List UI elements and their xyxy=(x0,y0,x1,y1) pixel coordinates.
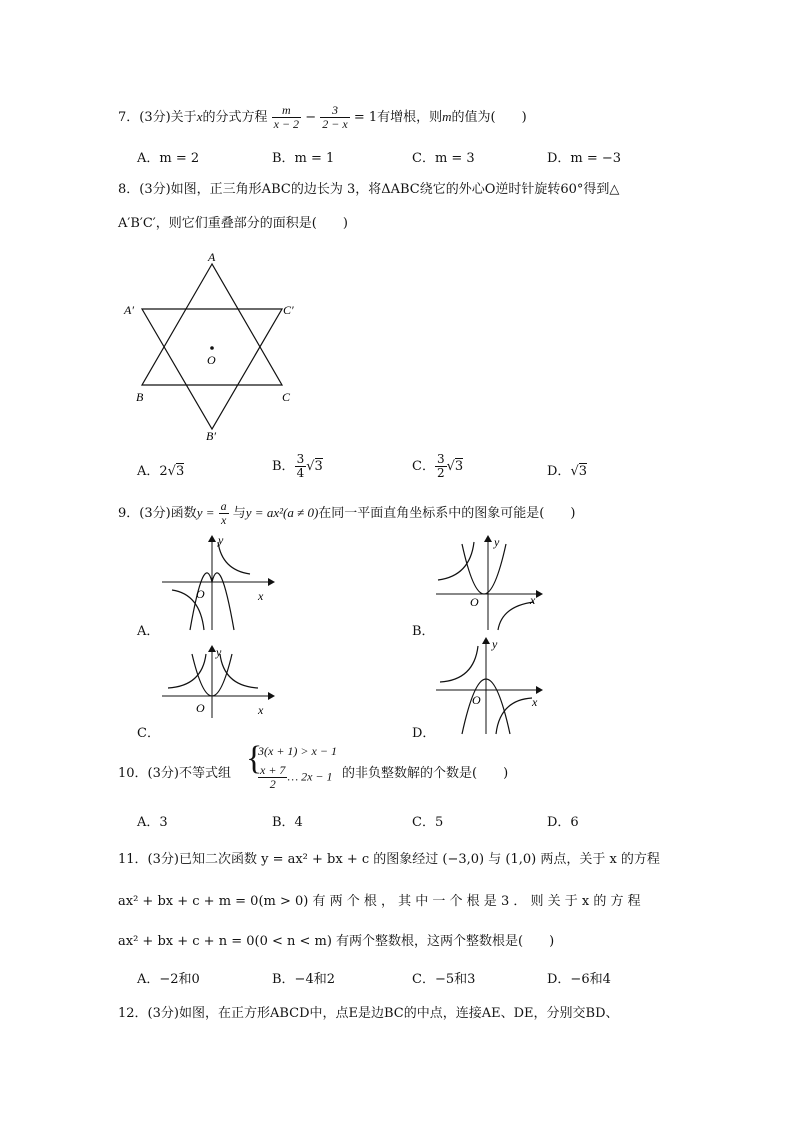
q11-option-c[interactable]: C．−5和3 xyxy=(412,972,476,987)
q10-inequality-2: $\frac{x + 7}{2}$ … 2x − 1 xyxy=(260,763,333,792)
triangle-a-prime-b-prime-c-prime xyxy=(142,309,282,429)
svg-text:x: x xyxy=(258,703,264,717)
q11-option-d[interactable]: D．−6和4 xyxy=(547,972,611,987)
label-b: B xyxy=(136,390,144,404)
q7-option-c[interactable]: C．m = 3 xyxy=(412,151,475,166)
q7-option-a[interactable]: A．m = 2 xyxy=(137,151,200,166)
q7-fraction-2: $\frac{3}{2 - x}$ xyxy=(322,103,348,132)
q8-option-d[interactable]: D．√3 xyxy=(547,464,588,479)
x-axis-arrow-icon xyxy=(268,578,275,586)
q8-option-a[interactable]: A．2√3 xyxy=(137,464,185,479)
y-axis-arrow-icon xyxy=(208,645,216,652)
q7-fraction-1: $\frac{m}{x - 2}$ xyxy=(273,103,300,132)
x-axis-arrow-icon xyxy=(536,686,543,694)
q9-option-c[interactable]: C． xyxy=(137,726,160,741)
q8-stem-line2: A′B′C′，则它们重叠部分的面积是( ) xyxy=(118,216,348,231)
svg-text:y: y xyxy=(494,535,500,549)
label-a-prime: A′ xyxy=(124,303,134,317)
q11-option-b[interactable]: B．−4和2 xyxy=(272,972,335,987)
q10-option-a[interactable]: A．3 xyxy=(137,815,168,830)
q8-hexagram-figure xyxy=(118,244,318,449)
svg-text:y: y xyxy=(218,534,224,547)
q7-stem: 7．(3分)关于x的分式方程 $\frac{m}{x - 2}$ − $\frac{3}{2 - x}$ = 1有增根，则m的值为( ) xyxy=(118,103,527,132)
q9-graph-c xyxy=(158,642,276,722)
q10-brace: { xyxy=(246,740,263,777)
x-axis-arrow-icon xyxy=(536,590,543,598)
q10-prefix: 10．(3分)不等式组 xyxy=(118,766,231,781)
svg-text:x: x xyxy=(532,695,538,709)
q9-option-b[interactable]: B． xyxy=(412,624,435,639)
q9-graph-a xyxy=(158,534,276,632)
q7-option-d[interactable]: D．m = −3 xyxy=(547,151,622,166)
svg-text:y: y xyxy=(492,637,498,651)
svg-text:x: x xyxy=(258,589,264,603)
q11-stem-line2: ax² + bx + c + m = 0(m > 0) 有 两 个 根 ， 其 中 一 个 根 是 3 ． 则 关 于 x 的 方 程 xyxy=(118,894,641,909)
q10-option-c[interactable]: C．5 xyxy=(412,815,444,830)
x-axis-arrow-icon xyxy=(268,692,275,700)
q10-option-d[interactable]: D．6 xyxy=(547,815,579,830)
y-axis-arrow-icon xyxy=(482,637,490,644)
q11-stem-line3: ax² + bx + c + n = 0(0 < n < m) 有两个整数根，这两个整数根是( ) xyxy=(118,934,555,949)
q10-option-b[interactable]: B．4 xyxy=(272,815,303,830)
q8-option-b[interactable]: B． $\frac{3}{4}$ √3 xyxy=(272,452,323,481)
q10-suffix: 的非负整数解的个数是( ) xyxy=(342,766,509,781)
svg-text:O: O xyxy=(470,595,479,609)
label-a: A xyxy=(208,250,216,264)
q11-stem-line1: 11．(3分)已知二次函数 y = ax² + bx + c 的图象经过 (−3,0) 与 (1,0) 两点，关于 x 的方程 xyxy=(118,852,660,867)
y-axis-arrow-icon xyxy=(484,535,492,542)
label-o: O xyxy=(207,353,216,367)
svg-text:x: x xyxy=(530,593,536,607)
svg-text:O: O xyxy=(472,693,481,707)
svg-text:O: O xyxy=(196,587,205,601)
y-axis-arrow-icon xyxy=(208,535,216,542)
q9-option-d[interactable]: D． xyxy=(412,726,436,741)
label-b-prime: B′ xyxy=(206,429,216,443)
label-c: C xyxy=(282,390,291,404)
center-point-o xyxy=(210,346,214,350)
svg-text:y: y xyxy=(216,645,222,659)
q11-option-a[interactable]: A．−2和0 xyxy=(137,972,200,987)
q8-stem-line1: 8．(3分)如图，正三角形ABC的边长为 3，将ΔABC绕它的外心O逆时针旋转60°得到△ xyxy=(118,182,620,197)
label-c-prime: C′ xyxy=(283,303,294,317)
q9-graph-d xyxy=(432,634,550,736)
q12-stem-line1: 12．(3分)如图，在正方形ABCD中，点E是边BC的中点，连接AE、DE，分别交BD、 xyxy=(118,1006,619,1021)
q9-graph-b xyxy=(432,534,550,632)
q9-option-a[interactable]: A． xyxy=(137,624,160,639)
q9-stem: 9．(3分)函数y = $\frac{a}{x}$ 与y = ax²(a ≠ 0)在同一平面直角坐标系中的图象可能是( ) xyxy=(118,499,576,528)
q8-option-c[interactable]: C． $\frac{3}{2}$ √3 xyxy=(412,452,464,481)
q7-option-b[interactable]: B．m = 1 xyxy=(272,151,335,166)
q10-inequality-1: 3(x + 1) > x − 1 xyxy=(258,744,337,758)
svg-text:O: O xyxy=(196,701,205,715)
